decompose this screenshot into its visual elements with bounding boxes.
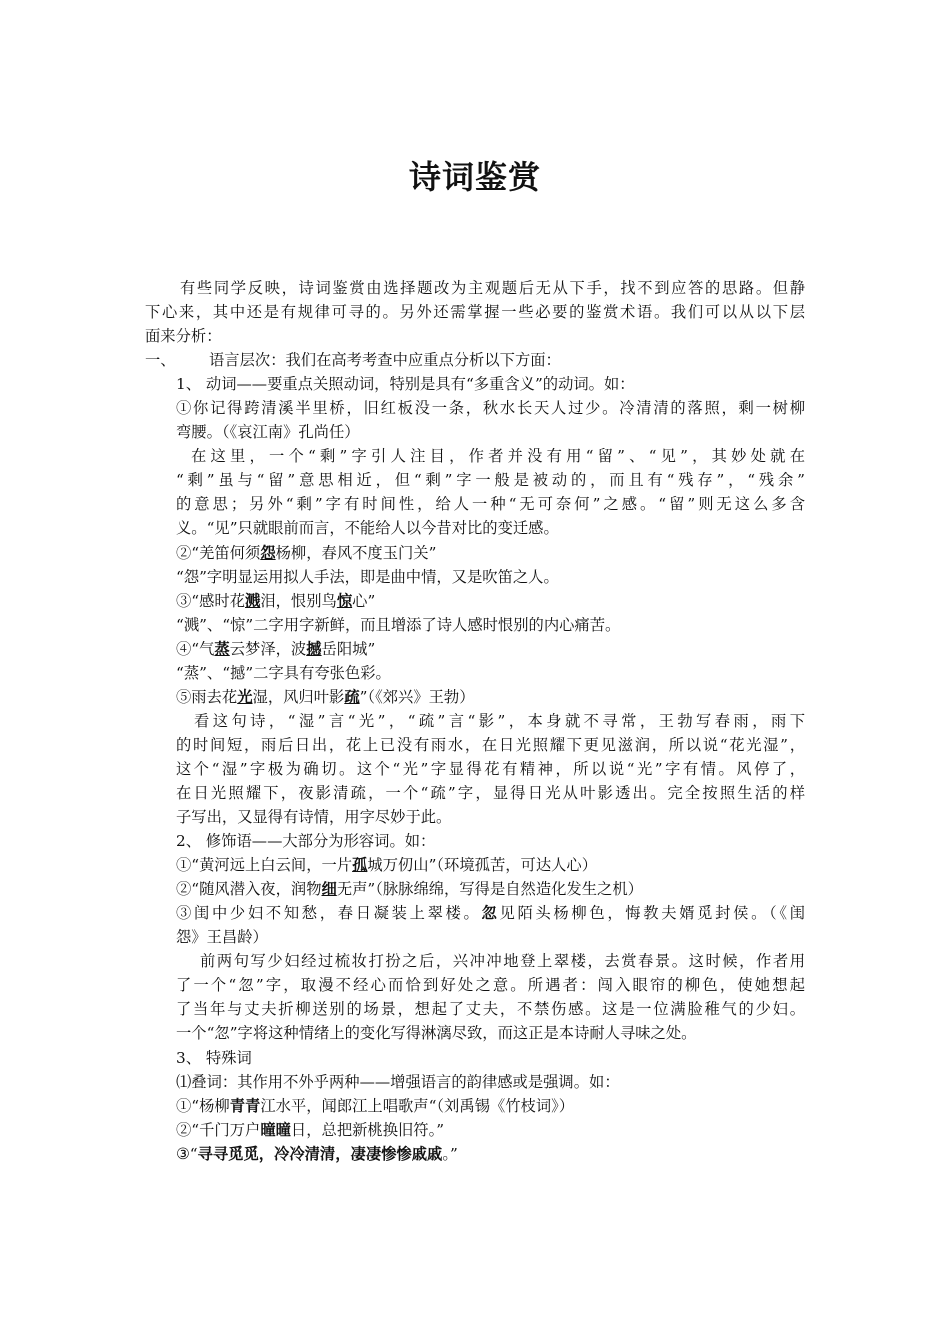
text-line	[0, 348, 950, 372]
text-segment: 语言层次：我们在高考考查中应重点分析以下方面：	[209, 351, 561, 370]
text-line	[0, 516, 950, 540]
emphasized-text: 孤	[352, 856, 368, 875]
text-segment: ①“杨柳	[176, 1096, 230, 1115]
text-line	[0, 444, 805, 468]
text-segment: 了一个“忽”字，取漫不经心而恰到好处之意。所遇者：闯入眼帘的柳色，使她想起	[176, 976, 805, 995]
text-line	[0, 589, 950, 613]
text-segment: 见陌头杨柳色，悔教夫婿觅封侯。（《闺	[499, 904, 805, 923]
text-line	[0, 541, 950, 565]
text-segment: 的意思；另外“剩”字有时间性，给人一种“无可奈何”之感。“留”则无这么多含	[176, 495, 805, 514]
text-segment: 的时间短，雨后日出，花上已没有雨水，在日光照耀下更见滋润，所以说“花光湿”，	[176, 735, 805, 754]
text-segment: 城万仞山”（环境孤苦，可达人心）	[367, 856, 598, 875]
text-segment: 江水平，闻郎江上唱歌声“（刘禹锡《竹枝词》）	[260, 1096, 575, 1115]
text-line	[0, 613, 950, 637]
text-line	[0, 901, 805, 925]
text-line	[0, 1118, 950, 1142]
text-line	[0, 877, 950, 901]
text-line	[0, 324, 950, 348]
text-segment: 岳阳城”	[321, 639, 376, 658]
text-line	[0, 637, 950, 661]
emphasized-text: 光	[237, 687, 253, 706]
text-segment: 前两句写少妇经过梳妆打扮之后，兴冲冲地登上翠楼，去赏春景。这时候，作者用	[200, 952, 805, 971]
text-segment: 了当年与丈夫折柳送别的场景，想起了丈夫，不禁伤感。这是一位满脸稚气的少妇。	[176, 1000, 805, 1019]
emphasized-text: 惊	[336, 591, 353, 610]
text-segment: ②“随风潜入夜，润物	[176, 880, 322, 899]
text-segment: 子写出，又显得有诗情，用字尽妙于此。	[176, 808, 452, 827]
text-segment: ①你记得跨清溪半里桥，旧红板没一条，秋水长天人过少。冷清清的落照，剩一树柳	[176, 399, 805, 418]
emphasized-text: 青青	[229, 1096, 261, 1115]
text-line	[0, 709, 805, 733]
text-segment: 有些同学反映，诗词鉴赏由选择题改为主观题后无从下手，找不到应答的思路。但静	[180, 279, 805, 297]
text-segment: ⑴叠词：其作用不外乎两种——增强语言的韵律感或是强调。如：	[176, 1072, 620, 1091]
text-segment: 。”	[442, 1144, 458, 1163]
text-segment: 看这句诗，“湿”言“光”，“疏”言“影”，本身就不寻常，王勃写春雨，雨下	[194, 711, 805, 730]
text-segment: ②“羌笛何须	[176, 543, 261, 562]
text-line	[0, 492, 805, 516]
emphasized-text: 蒸	[214, 639, 230, 658]
text-segment: 下心来，其中还是有规律可寻的。另外还需掌握一些必要的鉴赏术语。我们可以从以下层	[145, 303, 805, 322]
text-line	[0, 829, 950, 853]
text-segment: 1、 动词——要重点关照动词，特别是具有“多重含义”的动词。如：	[176, 375, 635, 394]
emphasized-text: 忽	[481, 904, 500, 923]
emphasized-text: 撼	[306, 639, 322, 658]
text-segment: 2、 修饰语——大部分为形容词。如：	[176, 832, 436, 851]
text-line	[0, 685, 950, 709]
text-line	[0, 805, 950, 829]
text-segment: 泪，恨别鸟	[260, 591, 337, 610]
text-segment: 一个“忽”字将这种情绪上的变化写得淋漓尽致，而这正是本诗耐人寻味之处。	[176, 1024, 697, 1043]
text-segment: 湿，风归叶影	[252, 687, 345, 706]
text-segment: ③闺中少妇不知愁，春日凝装上翠楼。	[176, 904, 482, 923]
text-segment: 心”	[352, 591, 376, 610]
text-line	[0, 300, 805, 324]
text-line	[0, 1046, 950, 1070]
section-number: 一、	[145, 351, 176, 370]
text-segment: 无声”（脉脉绵绵，写得是自然造化发生之机）	[336, 880, 643, 899]
emphasized-text: 溅	[245, 591, 261, 610]
text-line	[0, 468, 805, 492]
text-segment: 云梦泽，波	[229, 639, 307, 658]
text-segment: ①“黄河远上白云间，一片	[176, 856, 353, 875]
text-line	[0, 372, 950, 396]
text-line	[0, 853, 950, 877]
text-line	[0, 276, 805, 300]
text-segment: “蒸”、“撼”二字具有夸张色彩。	[176, 663, 391, 682]
text-segment: 弯腰。（《哀江南》孔尚任）	[176, 423, 360, 442]
emphasized-text: 曈曈	[260, 1120, 291, 1139]
text-line	[0, 1094, 950, 1118]
text-segment: 面来分析：	[145, 327, 222, 346]
text-line	[0, 949, 805, 973]
page-title: 诗词鉴赏	[408, 158, 541, 196]
text-line	[0, 757, 805, 781]
text-line	[0, 973, 805, 997]
text-segment: 义。“见”只就眼前而言，不能给人以今昔对比的变迁感。	[176, 519, 559, 538]
emphasized-text: 怨	[260, 543, 276, 562]
text-segment: 3、 特殊词	[176, 1048, 252, 1067]
text-line	[0, 1070, 950, 1094]
text-segment: 在日光照耀下，夜影清疏，一个“疏”字，显得日光从叶影透出。完全按照生活的样	[176, 783, 805, 802]
text-line	[0, 781, 805, 805]
text-segment: ”（《郊兴》王勃）	[359, 687, 475, 706]
emphasized-text: 寻寻觅觅，冷冷清清，凄凄惨惨戚戚	[197, 1144, 443, 1163]
text-line	[0, 420, 950, 444]
text-line	[0, 1021, 950, 1045]
text-segment: 这个“湿”字极为确切。这个“光”字显得花有精神，所以说“光”字有情。风停了，	[176, 759, 805, 778]
text-line	[0, 565, 950, 589]
text-line	[0, 396, 805, 420]
text-line	[0, 661, 950, 685]
text-line	[0, 997, 805, 1021]
document-body	[0, 276, 950, 1166]
text-segment: 怨》王昌龄）	[176, 928, 268, 947]
text-line	[0, 733, 805, 757]
text-segment: ③“	[176, 1144, 198, 1163]
text-segment: 日，总把新桃换旧符。”	[290, 1120, 445, 1139]
text-segment: ⑤雨去花	[176, 687, 238, 706]
emphasized-text: 疏	[344, 687, 360, 706]
text-segment: ③“感时花	[176, 591, 246, 610]
text-segment: “剩”虽与“留”意思相近，但“剩”字一般是被动的，而且有“残存”，“残余”	[176, 471, 805, 490]
text-line	[0, 1142, 950, 1166]
text-segment: 杨柳，春风不度玉门关”	[275, 543, 437, 562]
text-segment: 在这里，一个“剩”字引人注目，作者并没有用“留”、“见”，其妙处就在	[191, 447, 805, 466]
text-line	[0, 925, 950, 949]
emphasized-text: 细	[321, 880, 337, 899]
text-segment: “怨”字明显运用拟人手法，即是曲中情，又是吹笛之人。	[176, 567, 559, 586]
text-segment: ②“千门万户	[176, 1120, 261, 1139]
text-segment: “溅”、“惊”二字用字新鲜，而且增添了诗人感时恨别的内心痛苦。	[176, 615, 621, 634]
text-segment: ④“气	[176, 639, 215, 658]
